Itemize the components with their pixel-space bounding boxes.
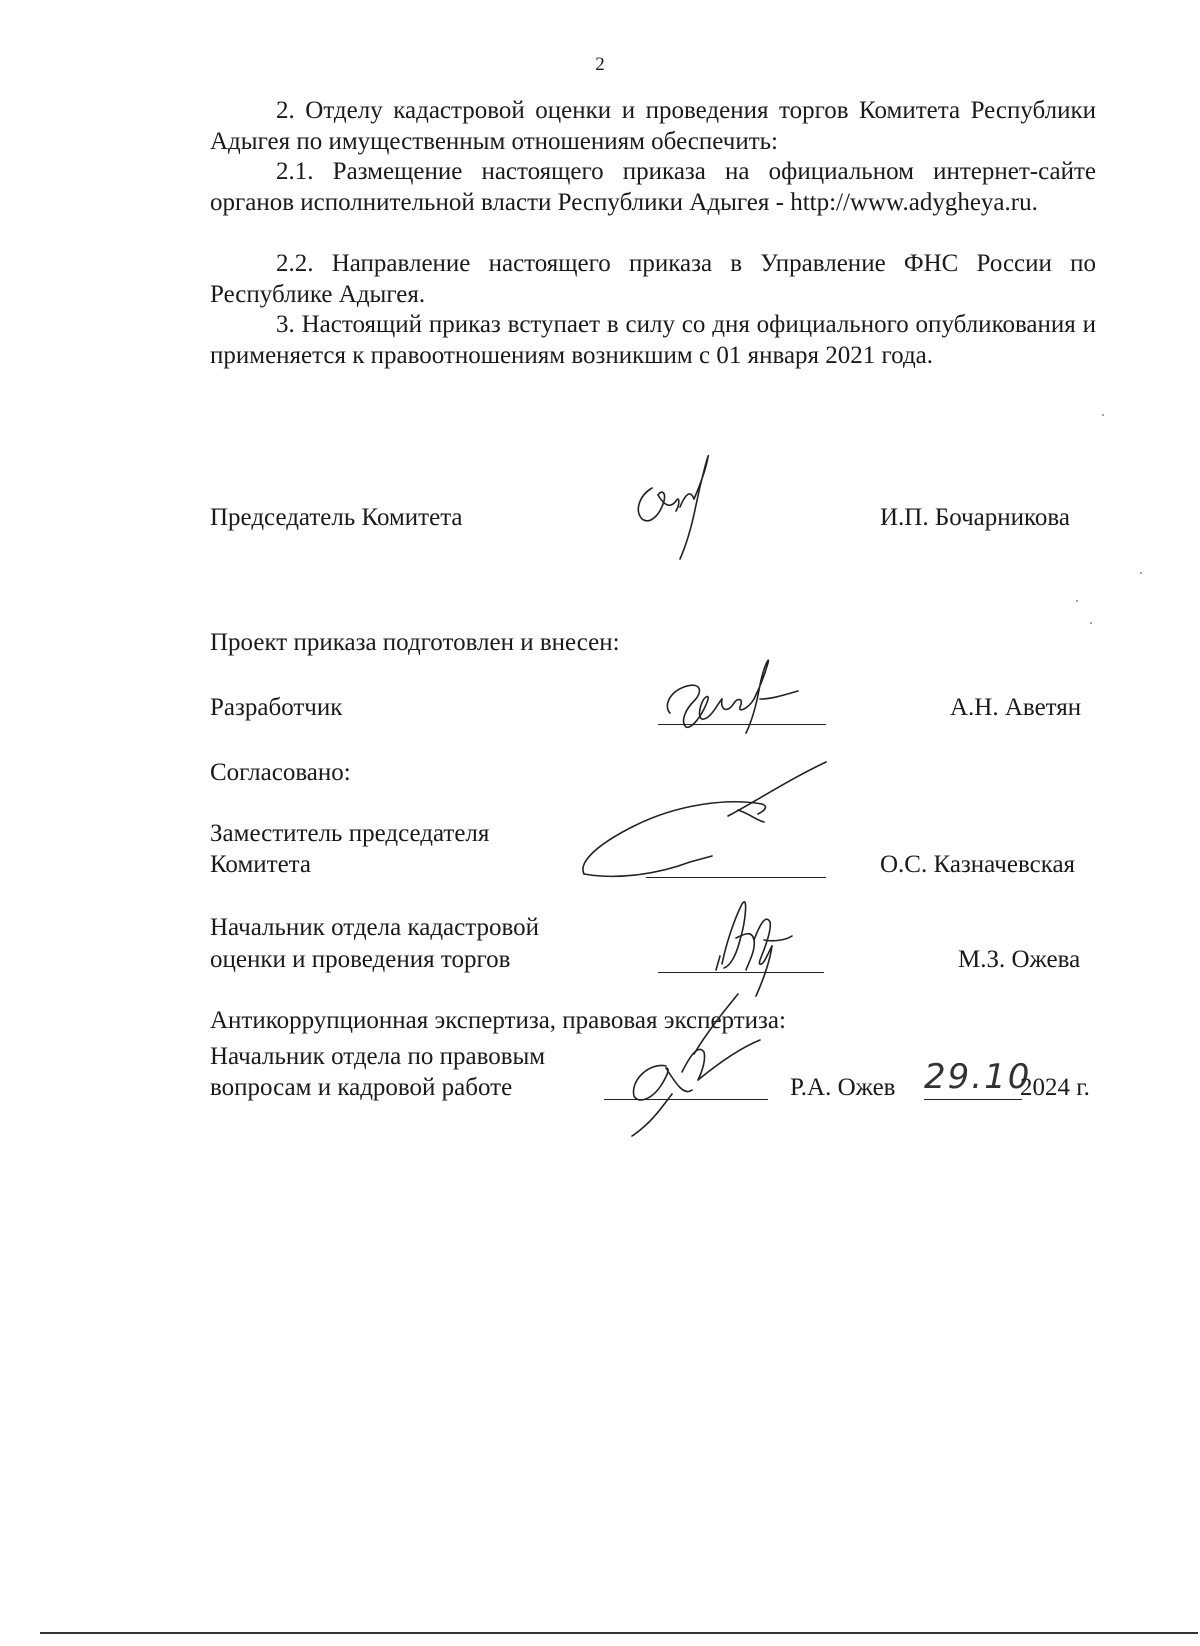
paragraph-2-1-text: 2.1. Размещение настоящего приказа на официальном интернет-сайте органов исполнительной власти Республики Адыгея - http://www.adygheya.ru. [210,158,1096,216]
deputy-name: О.С. Казначевская [880,851,1076,878]
legal-head-signature [610,1000,780,1140]
paragraph-2 [210,96,1096,157]
chairman-title: Председатель Комитета [210,504,463,531]
cadastral-head-title-line1: Начальник отдела кадастровой [210,914,539,941]
deputy-title-line2: Комитета [210,851,312,878]
paragraph-2-1 [210,157,1096,218]
chairman-name: И.П. Бочарникова [880,504,1070,531]
agreed-label: Согласовано: [210,759,351,786]
project-note: Проект приказа подготовлен и внесен: [210,629,620,656]
cadastral-head-title-line2: оценки и проведения торгов [210,946,511,973]
developer-title: Разработчик [210,694,343,721]
paragraph-3 [210,310,1096,371]
paragraph-2-2 [210,249,1096,310]
paragraph-3-text: 3. Настоящий приказ вступает в силу со дня официального опубликования и применяется к правоотношениям возникшим с 01 января 2021 года. [210,311,1096,369]
deputy-signature [578,770,838,890]
paragraph-2-2-text: 2.2. Направление настоящего приказа в Управление ФНС России по Республике Адыгея. [210,250,1096,308]
scan-speck [1102,414,1104,416]
developer-name: А.Н. Аветян [950,694,1082,721]
legal-head-date-line [924,1099,1022,1100]
legal-head-name: Р.А. Ожев [790,1074,896,1101]
page-bottom-rule [40,1632,1198,1634]
scan-speck [1076,600,1078,602]
legal-head-title-line2: вопросам и кадровой работе [210,1074,513,1101]
chairman-signature [630,455,740,565]
legal-head-date-handwritten: 29.10 [924,1057,1032,1097]
cadastral-head-signature [700,900,810,1000]
deputy-title-line1: Заместитель председателя [210,820,490,847]
cadastral-head-name: М.З. Ожева [958,946,1081,973]
scan-speck [1090,622,1092,624]
legal-head-date-year: 2024 г. [1020,1074,1090,1101]
scan-speck [1140,572,1142,574]
paragraph-2-text: 2. Отделу кадастровой оценки и проведения торгов Комитета Республики Адыгея по имущественным отношениям обеспечить: [210,97,1096,155]
page-number: 2 [595,54,605,75]
legal-head-title-line1: Начальник отдела по правовым [210,1043,546,1070]
developer-signature [660,655,810,735]
expertise-label: Антикоррупционная экспертиза, правовая экспертиза: [210,1007,786,1034]
